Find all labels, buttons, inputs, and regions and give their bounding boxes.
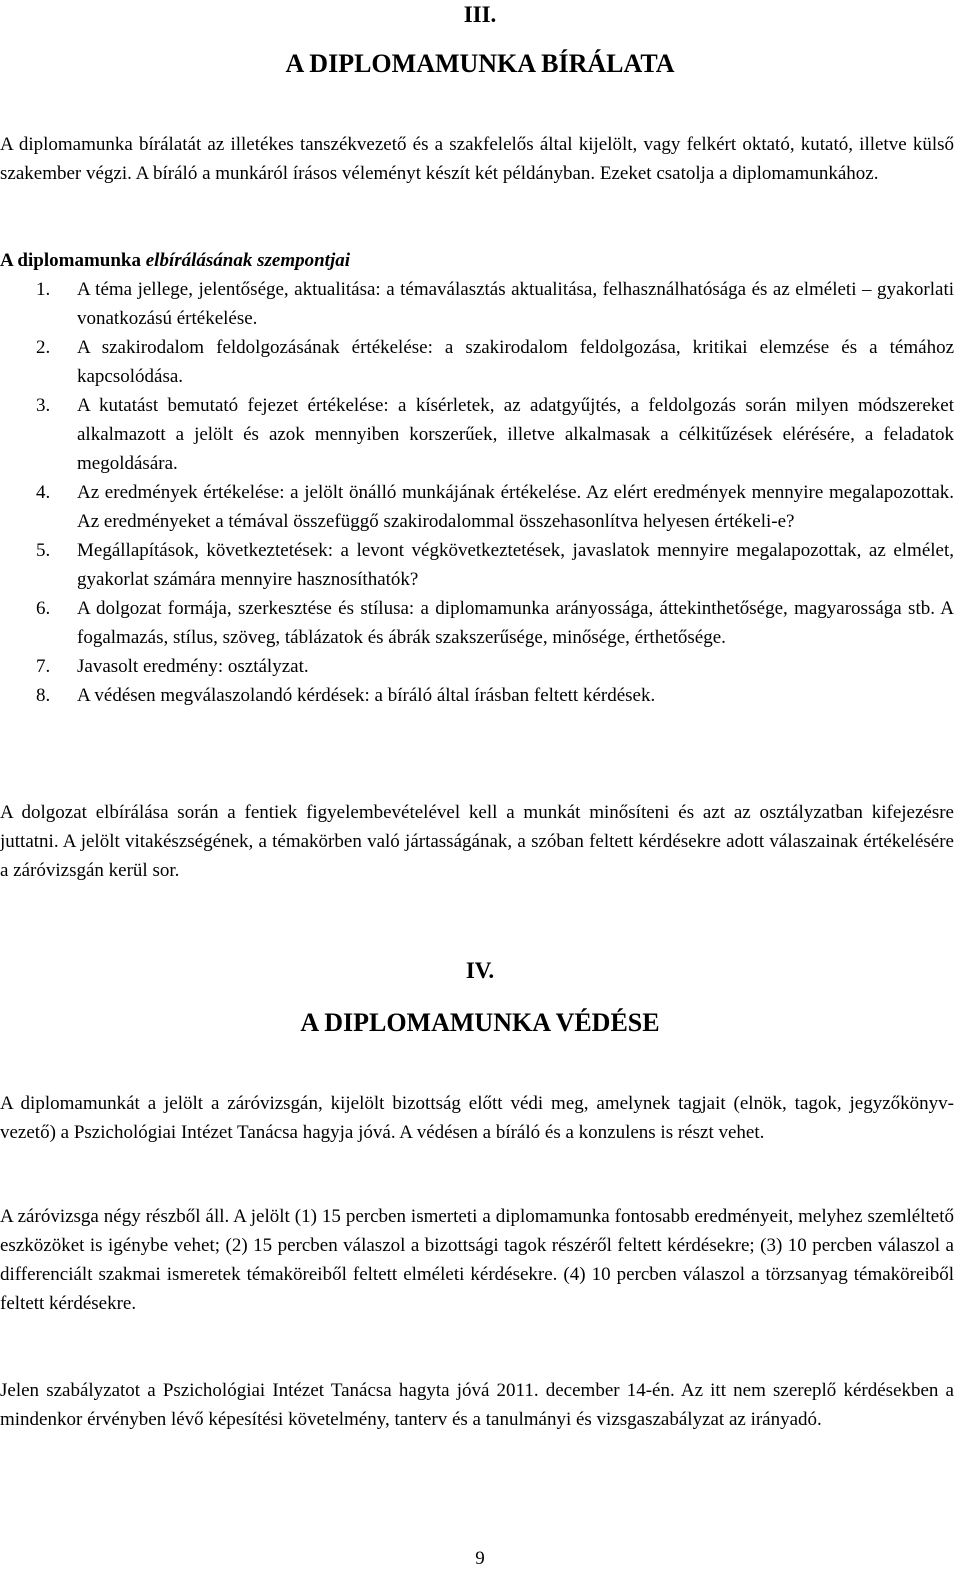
criteria-heading-italic: elbírálásának szempontjai	[145, 250, 351, 271]
list-item	[0, 652, 954, 681]
section-4-title: A DIPLOMAMUNKA VÉDÉSE	[300, 1008, 660, 1037]
section-4-number: IV.	[465, 958, 495, 983]
criteria-heading	[0, 246, 954, 275]
list-item-number: 4.	[36, 482, 51, 503]
list-item-text: A védésen megválaszolandó kérdések: a bíráló által írásban feltett kérdések.	[77, 685, 656, 706]
list-item-text: Javasolt eredmény: osztályzat.	[77, 656, 309, 677]
list-item	[0, 333, 954, 391]
list-item	[0, 275, 954, 333]
list-item-number: 7.	[36, 656, 51, 677]
criteria-list	[0, 275, 954, 710]
list-item	[0, 594, 954, 652]
list-item	[0, 681, 954, 710]
section-4-paragraph-1: A diplomamunkát a jelölt a záróvizsgán, kijelölt bizottság előtt védi meg, amelynek tagjait (elnök, tagok, jegyzőkönyv-vezető) a Pszichológiai Intézet Tanácsa hagyja jóvá. A védésen a bíráló és a konzulens is részt vehet.	[0, 1093, 954, 1143]
section-4-paragraph-2: A záróvizsga négy részből áll. A jelölt (1) 15 percben ismerteti a diplomamunka fontosabb eredményeit, melyhez szemléltető eszközöket is igénybe vehet; (2) 15 percben válaszol a bizottsági tagok részéről feltett kérdésekre; (3) 10 percben válaszol a differenciált szakmai ismeretek témaköreiből feltett elméleti kérdésekre. (4) 10 percben válaszol a törzsanyag témaköreiből feltett kérdésekre.	[0, 1206, 954, 1314]
list-item-number: 8.	[36, 685, 51, 706]
section-4-paragraph-3: Jelen szabályzatot a Pszichológiai Intézet Tanácsa hagyta jóvá 2011. december 14-én. Az itt nem szereplő kérdésekben a mindenkor érvényben lévő képesítési követelmény, tanterv és a tanulmányi és vizsgaszabályzat az irányadó.	[0, 1380, 954, 1430]
list-item-text: A dolgozat formája, szerkesztése és stílusa: a diplomamunka arányossága, áttekinthetősége, magyarossága stb. A fogalmazás, stílus, szöveg, táblázatok és ábrák szakszerűsége, minősége, érthetősége.	[77, 598, 954, 648]
section-3-number: III.	[463, 2, 497, 27]
page-number: 9	[475, 1548, 485, 1569]
criteria-heading-plain: A diplomamunka	[0, 250, 146, 271]
list-item-text: A téma jellege, jelentősége, aktualitása: a témaválasztás aktualitása, felhasználhatósága és az elméleti – gyakorlati vonatkozású értékelése.	[77, 279, 954, 329]
list-item-number: 5.	[36, 540, 51, 561]
section-3-intro: A diplomamunka bírálatát az illetékes tanszékvezető és a szakfelelős által kijelölt, vagy felkért oktató, kutató, illetve külső szakember végzi. A bíráló a munkáról írásos véleményt készít két példányban. Ezeket csatolja a diplomamunkához.	[0, 134, 954, 184]
list-item-text: A kutatást bemutató fejezet értékelése: a kísérletek, az adatgyűjtés, a feldolgozás során milyen módszereket alkalmazott a jelölt és azok mennyiben korszerűek, illetve alkalmasak a célkitűzések elérésére, a feladatok megoldására.	[77, 395, 954, 474]
list-item	[0, 478, 954, 536]
section-3-closing: A dolgozat elbírálása során a fentiek figyelembevételével kell a munkát minősíteni és azt az osztályzatban kifejezésre juttatni. A jelölt vitakészségének, a témakörben való jártasságának, a szóban feltett kérdésekre adott válaszainak értékelésére a záróvizsgán kerül sor.	[0, 802, 954, 881]
list-item-text: A szakirodalom feldolgozásának értékelése: a szakirodalom feldolgozása, kritikai elemzése és a témához kapcsolódása.	[77, 337, 954, 387]
list-item-number: 2.	[36, 337, 51, 358]
list-item-text: Megállapítások, következtetések: a levont végkövetkeztetések, javaslatok mennyire megalapozottak, az elmélet, gyakorlat számára mennyire hasznosíthatók?	[77, 540, 954, 590]
list-item-number: 6.	[36, 598, 51, 619]
list-item-number: 1.	[36, 279, 51, 300]
list-item	[0, 536, 954, 594]
section-3-title: A DIPLOMAMUNKA BÍRÁLATA	[285, 49, 675, 78]
list-item-number: 3.	[36, 395, 51, 416]
list-item	[0, 391, 954, 478]
list-item-text: Az eredmények értékelése: a jelölt önálló munkájának értékelése. Az elért eredmények mennyire megalapozottak. Az eredményeket a témával összefüggő szakirodalommal összehasonlítva helyesen értékeli-e?	[77, 482, 954, 532]
